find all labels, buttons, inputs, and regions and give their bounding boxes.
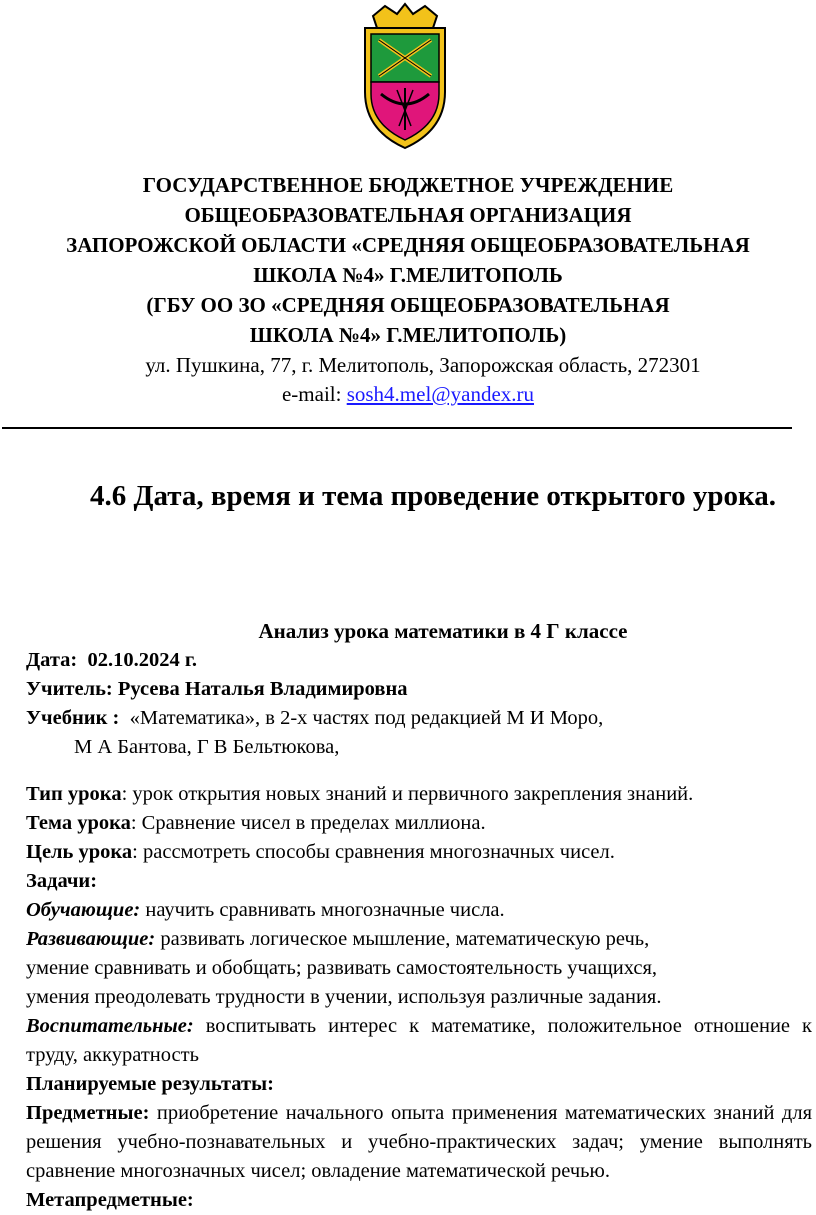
topic-label: Тема урока: [26, 812, 131, 834]
topic-value: : Сравнение чисел в пределах миллиона.: [130, 812, 486, 834]
developing-line: умение сравнивать и обобщать; развивать самостоятельность учащихся,: [26, 957, 658, 979]
coat-of-arms-icon: [355, 2, 455, 152]
header-line: ЗАПОРОЖСКОЙ ОБЛАСТИ «СРЕДНЯЯ ОБЩЕОБРАЗОВАТЕЛЬНАЯ: [66, 233, 750, 257]
lesson-analysis: [26, 642, 812, 1215]
header-line: ГОСУДАРСТВЕННОЕ БЮДЖЕТНОЕ УЧРЕЖДЕНИЕ: [142, 173, 674, 197]
goal-line: [26, 838, 812, 867]
subject-results: [26, 1099, 812, 1186]
subject-label: Предметные:: [26, 1102, 150, 1124]
developing-line: умения преодолевать трудности в учении, используя различные задания.: [26, 986, 662, 1008]
email-link[interactable]: sosh4.mel@yandex.ru: [346, 382, 535, 406]
header-line: ОБЩЕОБРАЗОВАТЕЛЬНАЯ ОРГАНИЗАЦИЯ: [184, 203, 632, 227]
subject-value: приобретение начального опыта применения математических знаний для решения учебно-познавательных и учебно-практических задач; умение выполнять сравнение многозначных чисел; овладение математической речью.: [26, 1102, 813, 1182]
textbook-label: Учебник :: [26, 707, 120, 729]
goal-label: Цель урока: [26, 841, 133, 863]
textbook-line: [26, 704, 812, 733]
teaching-value: научить сравнивать многозначные числа.: [145, 899, 505, 921]
header-divider: [2, 427, 792, 429]
type-label: Тип урока: [26, 783, 122, 805]
developing-line: [26, 925, 812, 954]
teaching-label: Обучающие:: [26, 899, 141, 921]
type-value: : урок открытия новых знаний и первичного закрепления знаний.: [121, 783, 694, 805]
school-address: ул. Пушкина, 77, г. Мелитополь, Запорожская область, 272301: [145, 353, 701, 377]
email-line: [0, 380, 816, 408]
developing-value: развивать логическое мышление, математическую речь,: [160, 928, 650, 950]
header-line: (ГБУ ОО ЗО «СРЕДНЯЯ ОБЩЕОБРАЗОВАТЕЛЬНАЯ: [146, 293, 670, 317]
developing-label: Развивающие:: [26, 928, 156, 950]
analysis-title: Анализ урока математики в 4 Г классе: [258, 619, 628, 643]
header-line: ШКОЛА №4» Г.МЕЛИТОПОЛЬ: [253, 263, 563, 287]
educational-value: воспитывать интерес к математике, положительное отношение к труду, аккуратность: [26, 1015, 813, 1066]
date-label: Дата:: [26, 649, 78, 671]
meta-heading: Метапредметные:: [26, 1189, 194, 1211]
date-line: [26, 646, 812, 675]
goal-value: : рассмотреть способы сравнения многозначных чисел.: [132, 841, 615, 863]
educational-line: [26, 1012, 812, 1070]
type-line: [26, 780, 812, 809]
email-label: e-mail:: [281, 382, 342, 406]
teaching-line: [26, 896, 812, 925]
section-title: 4.6 Дата, время и тема проведение открытого урока.: [90, 480, 776, 512]
date-value: 02.10.2024 г.: [87, 649, 197, 671]
results-heading: Планируемые результаты:: [26, 1073, 274, 1095]
textbook-authors: М А Бантова, Г В Бельтюкова,: [74, 736, 340, 758]
school-header: [0, 170, 816, 408]
textbook-value: «Математика», в 2-х частях под редакцией М И Моро,: [129, 707, 604, 729]
header-line: ШКОЛА №4» Г.МЕЛИТОПОЛЬ): [249, 323, 567, 347]
teacher-line: Учитель: Русева Наталья Владимировна: [26, 678, 408, 700]
educational-label: Воспитательные:: [26, 1015, 194, 1037]
tasks-heading: Задачи:: [26, 870, 98, 892]
topic-line: [26, 809, 812, 838]
